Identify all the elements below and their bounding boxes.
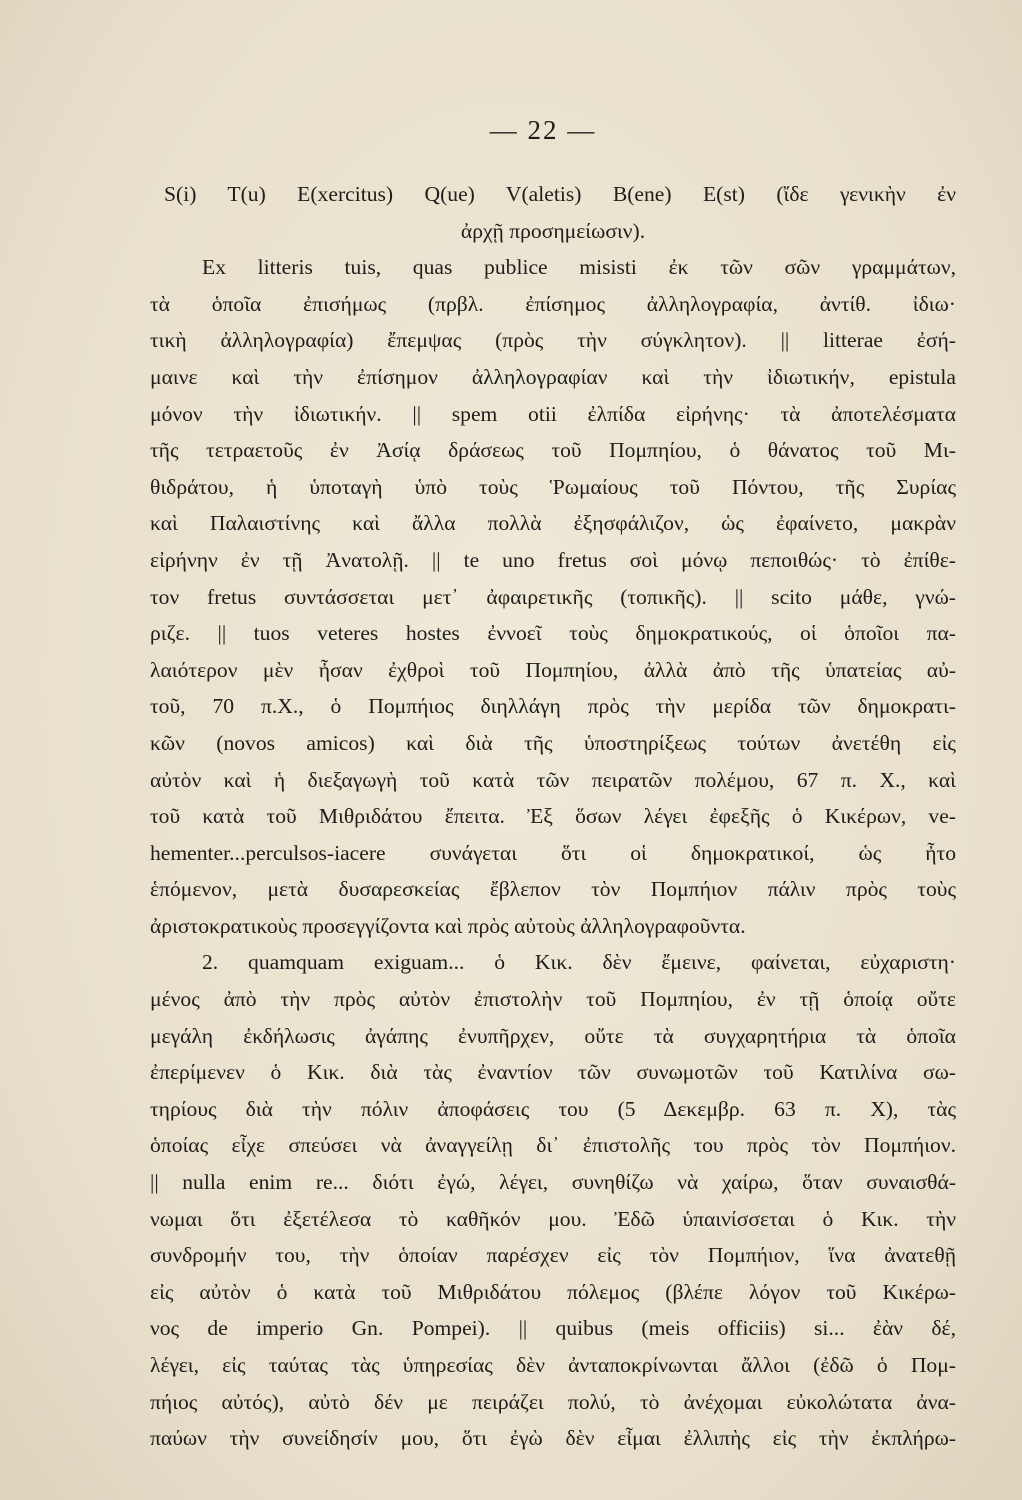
text-line: ἀρχῇ προσημείωσιν). xyxy=(460,218,646,243)
text-line: μαινε καὶ τὴν ἐπίσημον ἀλληλογραφίαν καὶ τὴν ἰδιωτικήν, epistula xyxy=(150,364,956,389)
text-line: καὶ Παλαιστίνης καὶ ἄλλα πολλὰ ἐξησφάλιζον, ὡς ἐφαίνετο, μακρὰν xyxy=(150,511,956,536)
text-line: εἰς αὐτὸν ὁ κατὰ τοῦ Μιθριδάτου πόλεμος (βλέπε λόγον τοῦ Κικέρω- xyxy=(150,1279,956,1304)
text-line: τῆς τετραετοῦς ἐν Ἀσίᾳ δράσεως τοῦ Πομπηίου, ὁ θάνατος τοῦ Μι- xyxy=(150,438,956,463)
text-line: ἀριστοκρατικοὺς προσεγγίζοντα καὶ πρὸς αὐτοὺς ἀλληλογραφοῦντα. xyxy=(150,913,746,938)
text-line: Ex litteris tuis, quas publice misisti ἐκ τῶν σῶν γραμμάτων, xyxy=(202,255,956,280)
text-line: αὐτὸν καὶ ἡ διεξαγωγὴ τοῦ κατὰ τῶν πειρατῶν πολέμου, 67 π. Χ., καὶ xyxy=(150,767,956,792)
text-line: λαιότερον μὲν ἦσαν ἐχθροὶ τοῦ Πομπηίου, ἀλλὰ ἀπὸ τῆς ὑπατείας αὐ- xyxy=(150,657,956,682)
text-line: μένος ἀπὸ τὴν πρὸς αὐτὸν ἐπιστολὴν τοῦ Πομπηίου, ἐν τῇ ὁποίᾳ οὔτε xyxy=(150,987,956,1012)
text-line: πήιος αὐτός), αὐτὸ δέν με πειράζει πολύ, τὸ ἀνέχομαι εὐκολώτατα ἀνα- xyxy=(150,1389,956,1414)
body-text xyxy=(150,176,956,1457)
text-line: μόνον τὴν ἰδιωτικήν. || spem otii ἐλπίδα εἰρήνης· τὰ ἀποτελέσματα xyxy=(150,401,956,426)
text-line: ἐπερίμενεν ὁ Κικ. διὰ τὰς ἐναντίον τῶν συνωμοτῶν τοῦ Κατιλίνα σω- xyxy=(150,1060,956,1085)
text-line: νος de imperio Gn. Pompei). || quibus (meis officiis) si... ἐὰν δέ, xyxy=(150,1316,956,1341)
text-line: θιδράτου, ἡ ὑποταγὴ ὑπὸ τοὺς Ῥωμαίους τοῦ Πόντου, τῆς Συρίας xyxy=(150,474,956,499)
text-line: ἑπόμενον, μετὰ δυσαρεσκείας ἔβλεπον τὸν Πομπήιον πάλιν πρὸς τοὺς xyxy=(150,877,956,902)
text-line: 2. quamquam exiguam... ὁ Κικ. δὲν ἔμεινε, φαίνεται, εὐχαριστη· xyxy=(202,950,956,975)
text-line: παύων τὴν συνείδησίν μου, ὅτι ἐγὼ δὲν εἶμαι ἐλλιπὴς εἰς τὴν ἐκπλήρω- xyxy=(150,1426,956,1451)
text-line: τοῦ κατὰ τοῦ Μιθριδάτου ἔπειτα. Ἐξ ὅσων λέγει ἐφεξῆς ὁ Κικέρων, ve- xyxy=(150,804,956,829)
text-line: τικὴ ἀλληλογραφία) ἔπεμψας (πρὸς τὴν σύγκλητον). || litterae ἐσή- xyxy=(150,328,956,353)
text-line: S(i) T(u) E(xercitus) Q(ue) V(aletis) B(ene) E(st) (ἴδε γενικὴν ἐν xyxy=(164,182,956,206)
text-line: εἰρήνην ἐν τῇ Ἀνατολῇ. || te uno fretus σοὶ μόνῳ πεποιθώς· τὸ ἐπίθε- xyxy=(150,547,956,572)
text-line: κῶν (novos amicos) καὶ διὰ τῆς ὑποστηρίξεως τούτων ἀνετέθη εἰς xyxy=(150,730,956,755)
text-line: || nulla enim re... διότι ἐγώ, λέγει, συνηθίζω νὰ χαίρω, ὅταν συναισθά- xyxy=(150,1170,956,1195)
text-line: τηρίους διὰ τὴν πόλιν ἀποφάσεις του (5 Δεκεμβρ. 63 π. Χ), τὰς xyxy=(150,1096,956,1121)
page-number: — 22 — xyxy=(489,115,597,145)
text-line: τοῦ, 70 π.Χ., ὁ Πομπήιος διηλλάγη πρὸς τὴν μερίδα τῶν δημοκρατι- xyxy=(150,694,956,719)
text-line: ὁποίας εἶχε σπεύσει νὰ ἀναγγείλῃ δι᾽ ἐπιστολῆς του πρὸς τὸν Πομπήιον. xyxy=(150,1133,956,1158)
text-line: μεγάλη ἐκδήλωσις ἀγάπης ἐνυπῆρχεν, οὔτε τὰ συγχαρητήρια τὰ ὁποῖα xyxy=(150,1023,956,1048)
text-line: συνδρομήν του, τὴν ὁποίαν παρέσχεν εἰς τὸν Πομπήιον, ἵνα ἀνατεθῇ xyxy=(150,1243,956,1268)
text-line: νωμαι ὅτι ἐξετέλεσα τὸ καθῆκόν μου. Ἐδῶ ὑπαινίσσεται ὁ Κικ. τὴν xyxy=(150,1206,956,1231)
text-line: hementer...perculsos-iacere συνάγεται ὅτι οἱ δημοκρατικοί, ὡς ἦτο xyxy=(150,840,956,865)
text-line: λέγει, εἰς ταύτας τὰς ὑπηρεσίας δὲν ἀνταποκρίνωνται ἄλλοι (ἐδῶ ὁ Πομ- xyxy=(150,1353,956,1377)
text-line: τον fretus συντάσσεται μετ᾽ ἀφαιρετικῆς (τοπικῆς). || scito μάθε, γνώ- xyxy=(150,584,956,609)
text-line: ριζε. || tuos veteres hostes ἐννοεῖ τοὺς δημοκρατικούς, οἱ ὁποῖοι πα- xyxy=(150,621,956,646)
text-line: τὰ ὁποῖα ἐπισήμως (πρβλ. ἐπίσημος ἀλληλογραφία, ἀντίθ. ἰδιω· xyxy=(150,291,956,316)
